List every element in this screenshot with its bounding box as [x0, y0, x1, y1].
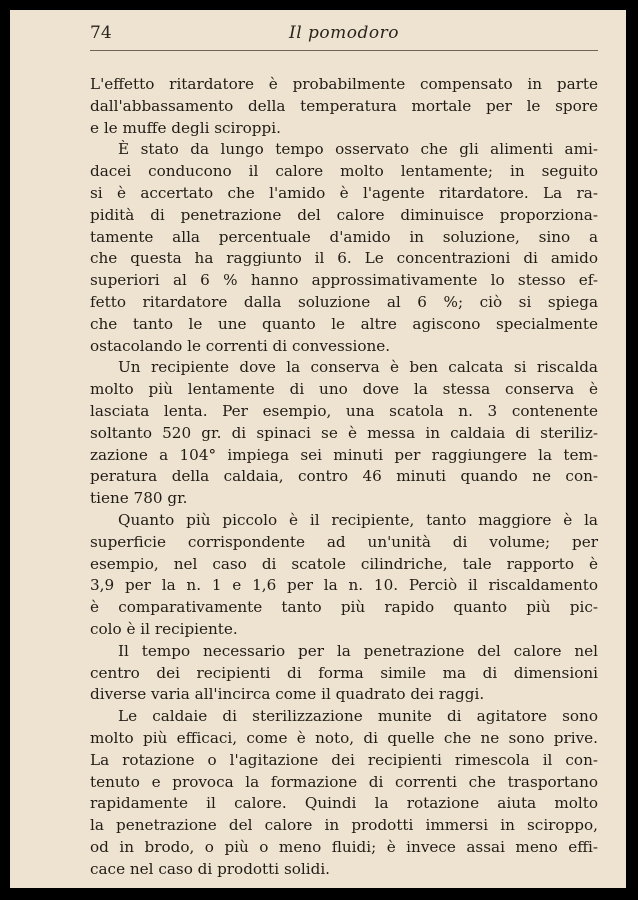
text-line: lasciata lenta. Per esempio, una scatola n. 3 contenente — [90, 401, 598, 420]
text-line: esempio, nel caso di scatole cilindriche, tale rapporto è — [90, 554, 598, 573]
book-page — [10, 10, 626, 888]
text-line: dacei conducono il calore molto lentamente; in seguito — [90, 162, 598, 181]
body-text — [90, 74, 598, 880]
text-line: Le caldaie di sterilizzazione munite di agitatore sono — [118, 707, 598, 726]
text-line: pidità di penetrazione del calore diminuisce proporziona- — [90, 205, 598, 224]
text-line: è comparativamente tanto più rapido quanto più pic- — [90, 598, 598, 617]
text-line: diverse varia all'incirca come il quadrato dei raggi. — [90, 685, 485, 704]
running-title: Il pomodoro — [288, 23, 399, 43]
page-number: 74 — [90, 23, 112, 43]
text-line: tenuto e provoca la formazione di correnti che trasportano — [90, 772, 598, 791]
text-line: La rotazione o l'agitazione dei recipienti rimescola il con- — [90, 750, 598, 769]
text-line: colo è il recipiente. — [90, 619, 238, 638]
text-line: ostacolando le correnti di convessione. — [90, 336, 391, 355]
text-line: peratura della caldaia, contro 46 minuti quando ne con- — [90, 467, 598, 486]
text-line: Quanto più piccolo è il recipiente, tanto maggiore è la — [118, 510, 598, 529]
text-line: e le muffe degli sciroppi. — [90, 118, 281, 137]
header-rule — [90, 50, 598, 51]
text-line: tiene 780 gr. — [90, 489, 188, 508]
text-line: Un recipiente dove la conserva è ben calcata si riscalda — [118, 358, 598, 377]
text-line: superficie corrispondente ad un'unità di volume; per — [90, 532, 598, 551]
text-line: 3,9 per la n. 1 e 1,6 per la n. 10. Perciò il riscaldamento — [90, 576, 598, 595]
text-line: la penetrazione del calore in prodotti immersi in sciroppo, — [90, 816, 598, 835]
text-line: soltanto 520 gr. di spinaci se è messa in caldaia di steriliz- — [90, 423, 598, 442]
text-line: od in brodo, o più o meno fluidi; è invece assai meno effi- — [90, 837, 598, 856]
text-line: zazione a 104° impiega sei minuti per raggiungere la tem- — [90, 445, 598, 464]
text-line: che tanto le une quanto le altre agiscono specialmente — [90, 314, 598, 333]
text-line: rapidamente il calore. Quindi la rotazione aiuta molto — [90, 794, 598, 813]
text-line: cace nel caso di prodotti solidi. — [90, 859, 331, 878]
text-line: molto più lentamente di uno dove la stessa conserva è — [90, 380, 598, 399]
text-line: superiori al 6 % hanno approssimativamente lo stesso ef- — [90, 271, 598, 290]
text-line: che questa ha raggiunto il 6. Le concentrazioni di amido — [90, 249, 598, 268]
text-line: si è accertato che l'amido è l'agente ritardatore. La ra- — [90, 183, 598, 202]
text-line: tamente alla percentuale d'amido in soluzione, sino a — [90, 227, 598, 246]
text-line: dall'abbassamento della temperatura mortale per le spore — [90, 96, 598, 115]
text-line: È stato da lungo tempo osservato che gli alimenti ami- — [118, 140, 598, 159]
text-line: Il tempo necessario per la penetrazione del calore nel — [118, 641, 598, 660]
text-line: centro dei recipienti di forma simile ma di dimensioni — [90, 663, 598, 682]
text-line: L'effetto ritardatore è probabilmente compensato in parte — [90, 75, 598, 93]
text-line: molto più efficaci, come è noto, di quelle che ne sono prive. — [90, 728, 598, 747]
text-line: fetto ritardatore dalla soluzione al 6 %; ciò si spiega — [90, 292, 598, 311]
running-header — [90, 21, 598, 51]
